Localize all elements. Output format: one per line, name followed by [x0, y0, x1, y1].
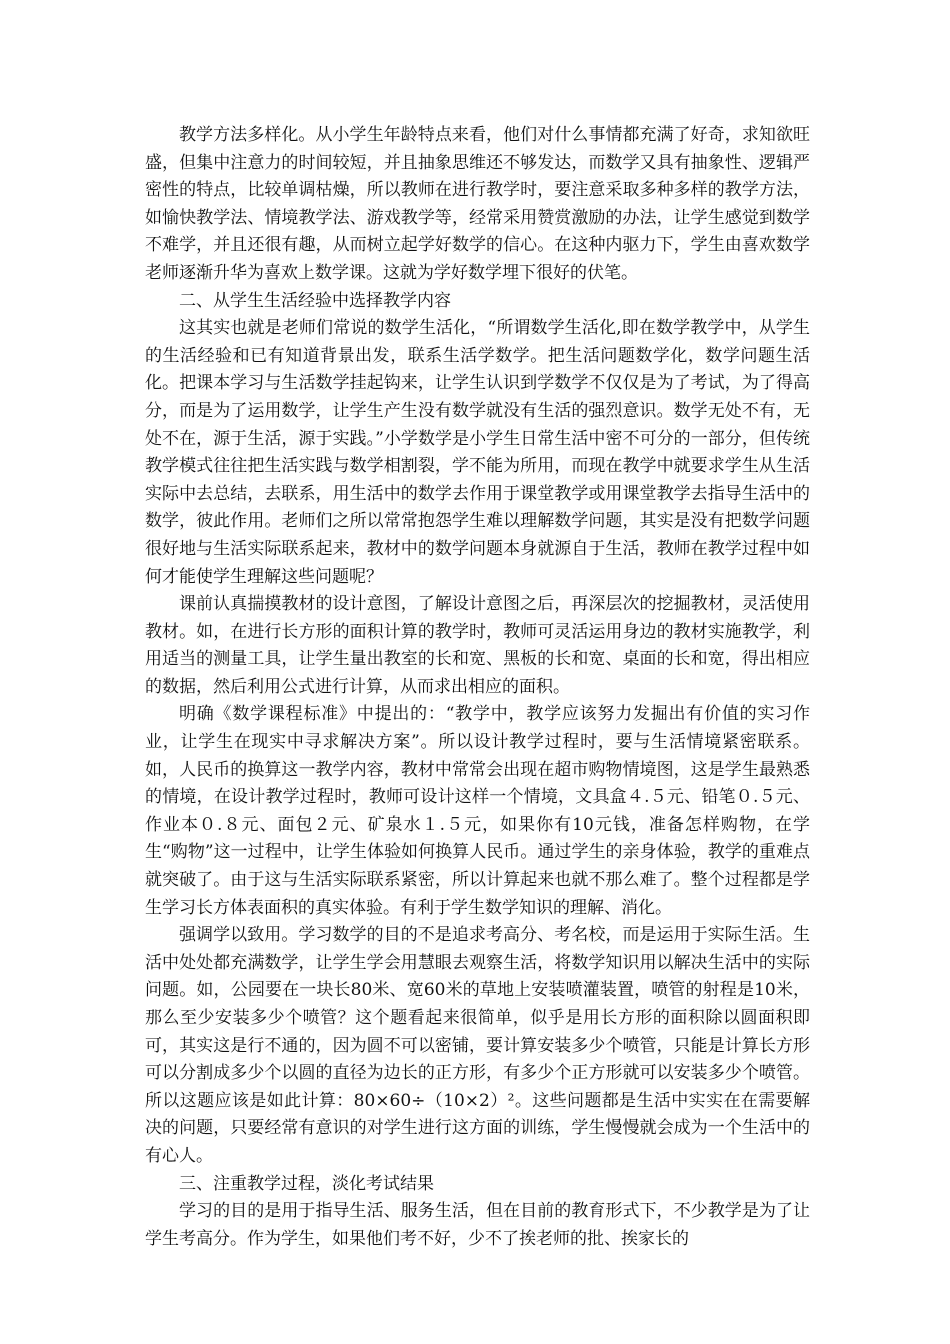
paragraph-learning-purpose: 学习的目的是用于指导生活、服务生活，但在目前的教育形式下，不少教学是为了让学生考高分。作为学生，如果他们考不好，少不了挨老师的批、挨家长的 — [145, 1201, 810, 1249]
paragraph-teaching-methods: 教学方法多样化。从小学生年龄特点来看，他们对什么事情都充满了好奇，求知欲旺盛，但集中注意力的时间较短，并且抽象思维还不够发达，而数学又具有抽象性、逻辑严密性的特点，比较单调枯燥，所以教师在进行教学时，要注意采取多种多样的教学方法，如愉快教学法、情境教学法、游戏教学等，经常采用赞赏激励的办法，让学生感觉到数学不难学，并且还很有趣，从而树立起学好数学的信心。在这种内驱力下，学生由喜欢数学老师逐渐升华为喜欢上数学课。这就为学好数学埋下很好的伏笔。 — [145, 125, 810, 283]
section-heading-3: 三、注重教学过程，淡化考试结果 — [179, 1173, 434, 1194]
paragraph-math-life: 这其实也就是老师们常说的数学生活化，“所谓数学生活化,即在数学教学中，从学生的生活经验和已有知道背景出发，联系生活学数学。把生活问题数学化，数学问题生活化。把课本学习与生活数学挂起钩来，让学生认识到学数学不仅仅是为了考试，为了得高分，而是为了运用数学，让学生产生没有数学就没有生活的强烈意识。数学无处不有，无处不在，源于生活，源于实践。”小学数学是小学生日常生活中密不可分的一部分，但传统教学模式往往把生活实践与数学相割裂，学不能为所用，而现在教学中就要求学生从生活实际中去总结，去联系，用生活中的数学去作用于课堂教学或用课堂教学去指导生活中的数学，彼此作用。老师们之所以常常抱怨学生难以理解数学问题，其实是没有把数学问题很好地与生活实际联系起来，教材中的数学问题本身就源自于生活，教师在教学过程中如何才能使学生理解这些问题呢？ — [145, 318, 810, 587]
document-page — [145, 122, 810, 1253]
paragraph-apply-learning: 强调学以致用。学习数学的目的不是追求考高分、考名校，而是运用于实际生活。生活中处处都充满数学，让学生学会用慧眼去观察生活，将数学知识用以解决生活中的实际问题。如，公园要在一块长80米、宽60米的草地上安装喷灌装置，喷管的射程是10米，那么至少安装多少个喷管？这个题看起来很简单，似乎是用长方形的面积除以圆面积即可，其实这是行不通的，因为圆不可以密铺，要计算安装多少个喷管，只能是计算长方形可以分割成多少个以圆的直径为边长的正方形，有多少个正方形就可以安装多少个喷管。所以这题应该是如此计算：80×60÷（10×2）²。这些问题都是生活中实实在在需要解决的问题，只要经常有意识的对学生进行这方面的训练，学生慢慢就会成为一个生活中的有心人。 — [145, 925, 810, 1166]
paragraph-textbook-design: 课前认真揣摸教材的设计意图，了解设计意图之后，再深层次的挖掘教材，灵活使用教材。如，在进行长方形的面积计算的教学时，教师可灵活运用身边的教材实施教学，利用适当的测量工具，让学生量出教室的长和宽、黑板的长和宽、桌面的长和宽，得出相应的数据，然后利用公式进行计算，从而求出相应的面积。 — [145, 594, 810, 697]
paragraph-curriculum-standard: 明确《数学课程标准》中提出的：“教学中，教学应该努力发掘出有价值的实习作业，让学生在现实中寻求解决方案”。所以设计教学过程时，要与生活情境紧密联系。如，人民币的换算这一教学内容，教材中常常会出现在超市购物情境图，这是学生最熟悉的情境，在设计教学过程时，教师可设计这样一个情境，文具盒４.５元、铅笔０.５元、作业本０.８元、面包２元、矿泉水１.５元，如果你有10元钱，准备怎样购物，在学生“购物”这一过程中，让学生体验如何换算人民币。通过学生的亲身体验，教学的重难点就突破了。由于这与生活实际联系紧密，所以计算起来也就不那么难了。整个过程都是学生学习长方体表面积的真实体验。有利于学生数学知识的理解、消化。 — [145, 704, 810, 918]
section-heading-2: 二、从学生生活经验中选择教学内容 — [179, 290, 451, 311]
